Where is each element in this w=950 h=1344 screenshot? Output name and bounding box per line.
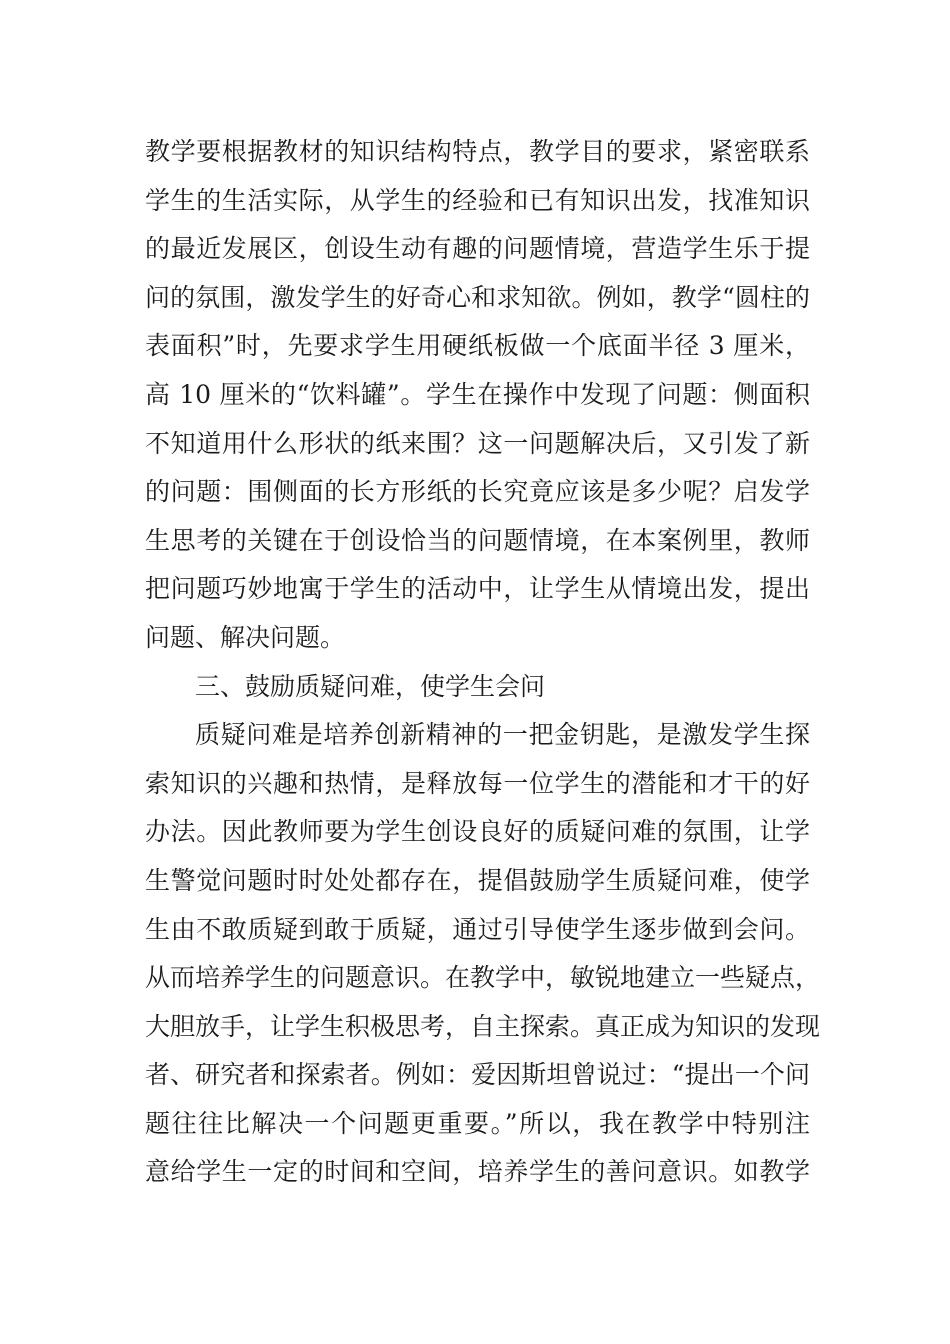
text-line: 表面积”时，先要求学生用硬纸板做一个底面半径 3 厘米， — [145, 331, 810, 361]
text-line: 者、研究者和探索者。例如：爱因斯坦曾说过：“提出一个问 — [145, 1060, 810, 1090]
text-line: 题往往比解决一个问题更重要。”所以，我在教学中特别注 — [145, 1108, 810, 1138]
text-line: 的最近发展区，创设生动有趣的问题情境，营造学生乐于提 — [145, 234, 810, 264]
text-line: 大胆放手，让学生积极思考，自主探索。真正成为知识的发现 — [145, 1011, 821, 1041]
text-line: 学生的生活实际，从学生的经验和已有知识出发，找准知识 — [145, 185, 810, 215]
text-line: 意给学生一定的时间和空间，培养学生的善问意识。如教学 — [145, 1157, 810, 1187]
text-line: 把问题巧妙地寓于学生的活动中，让学生从情境出发，提出 — [145, 574, 810, 604]
text-line: 高 10 厘米的“饮料罐”。学生在操作中发现了问题：侧面积 — [145, 379, 810, 409]
paragraph-case-study — [145, 128, 810, 663]
text-line: 问的氛围，激发学生的好奇心和求知欲。例如，教学“圆柱的 — [145, 282, 810, 312]
text-line: 问题、解决问题。 — [145, 622, 346, 652]
document-body — [145, 128, 821, 1197]
text-line: 从而培养学生的问题意识。在教学中，敏锐地建立一些疑点， — [145, 963, 821, 993]
text-line: 生思考的关键在于创设恰当的问题情境，在本案例里，教师 — [145, 525, 810, 555]
text-line: 生警觉问题时时处处都存在，提倡鼓励学生质疑问难，使学 — [145, 865, 810, 895]
text-line: 不知道用什么形状的纸来围？这一问题解决后，又引发了新 — [145, 428, 810, 458]
text-line: 办法。因此教师要为学生创设良好的质疑问难的氛围，让学 — [145, 817, 810, 847]
text-line: 的问题：围侧面的长方形纸的长究竟应该是多少呢？启发学 — [145, 477, 810, 507]
text-line: 质疑问难是培养创新精神的一把金钥匙，是激发学生探 — [195, 720, 810, 750]
text-line: 生由不敢质疑到敢于质疑，通过引导使学生逐步做到会问。 — [145, 914, 810, 944]
section-heading: 三、鼓励质疑问难，使学生会问 — [195, 671, 546, 701]
text-line: 索知识的兴趣和热情，是释放每一位学生的潜能和才干的好 — [145, 768, 810, 798]
text-line: 教学要根据教材的知识结构特点，教学目的要求，紧密联系 — [145, 137, 810, 166]
paragraph-questioning — [145, 711, 821, 1197]
